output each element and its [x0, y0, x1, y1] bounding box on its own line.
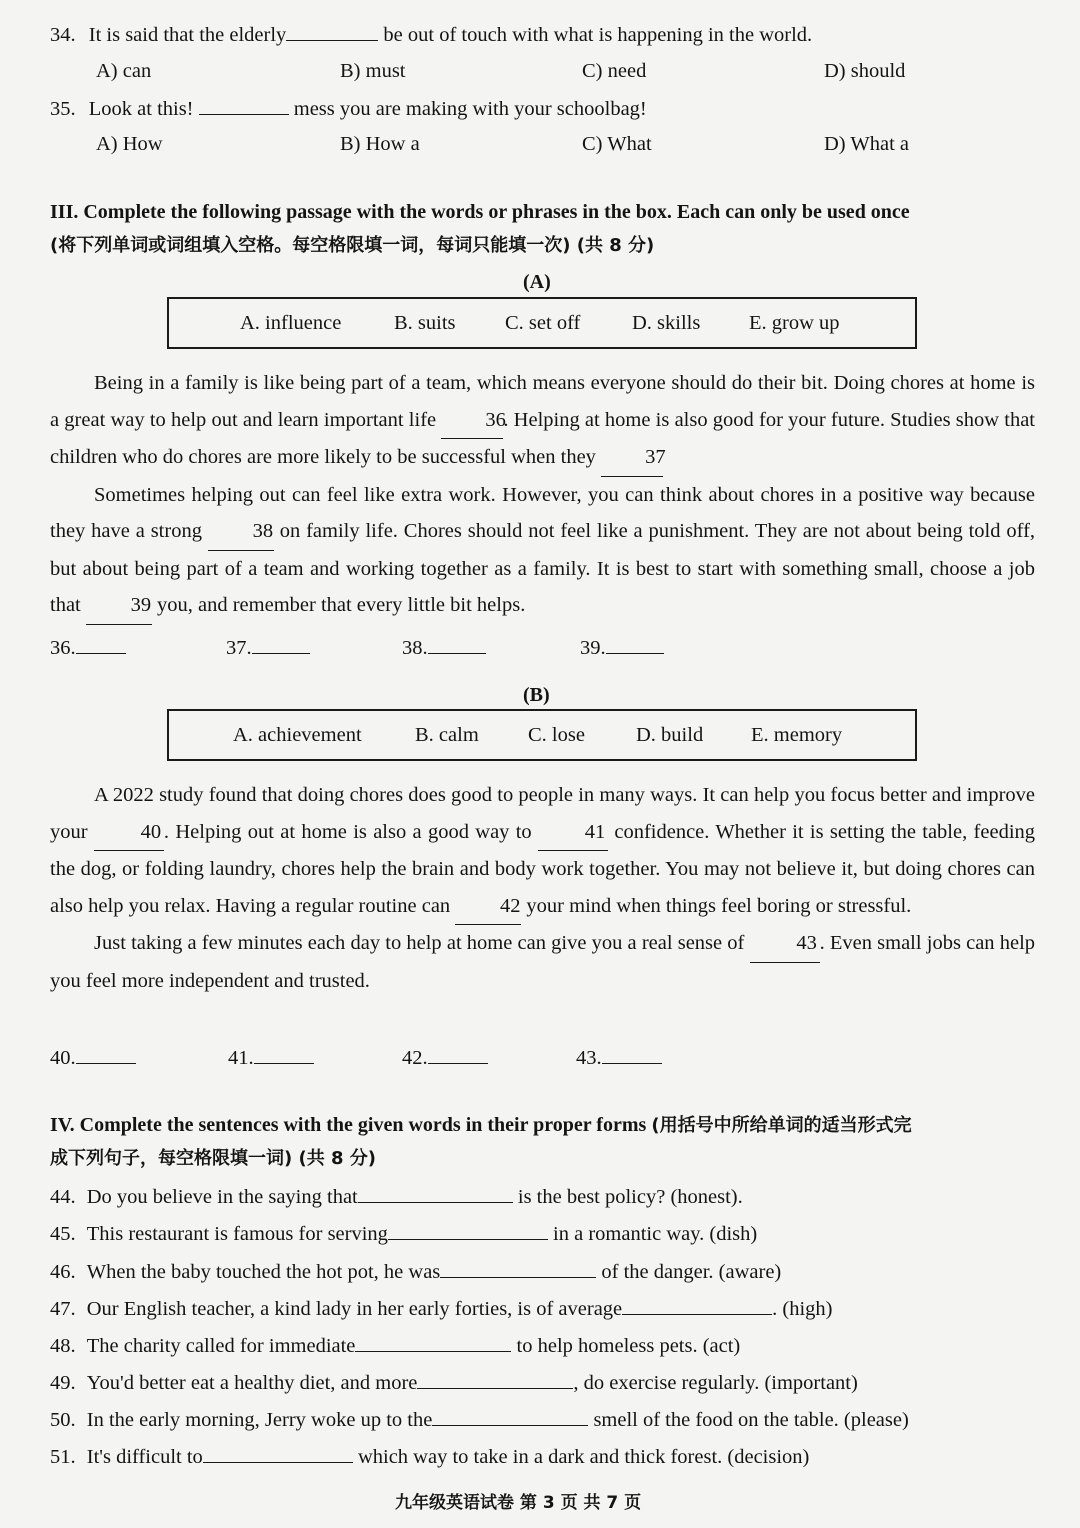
question-48: 48. The charity called for immediate to help homeless pets. (act)	[50, 1335, 741, 1357]
answer-36: 36.	[50, 635, 126, 661]
answer-blank[interactable]	[203, 1444, 353, 1463]
word-option: B. suits	[394, 312, 456, 334]
answer-41: 41.	[228, 1045, 314, 1071]
page-footer: 九年级英语试卷 第 3 页 共 7 页	[395, 1493, 642, 1513]
passage-a-paragraph-2: Sometimes helping out can feel like extra work. However, you can think about chores in a positive way because they have a strong 38 on family life. Chores should not feel like a punishment. They are not about being told off, but about being part of a team and working together as a family. It is best to start with something small, choose a job that 39 you, and remember that every little bit helps.	[50, 477, 1035, 625]
question-text-before: Look at this!	[88, 98, 194, 120]
question-text-after: be out of touch with what is happening in the world.	[383, 24, 813, 46]
word-option: D. skills	[632, 312, 701, 334]
question-51: 51. It's difficult to which way to take in a dark and thick forest. (decision)	[50, 1446, 810, 1468]
question-34	[50, 22, 812, 48]
word-box-b	[167, 709, 917, 761]
answer-blank[interactable]	[428, 1045, 488, 1064]
answer-37: 37.	[226, 635, 310, 661]
word-option: B. calm	[415, 724, 479, 746]
part-a-label: (A)	[523, 271, 551, 293]
part-b-label: (B)	[523, 684, 550, 706]
answer-42: 42.	[402, 1045, 488, 1071]
word-option: C. lose	[528, 724, 585, 746]
question-47: 47. Our English teacher, a kind lady in her early forties, is of average . (high)	[50, 1298, 833, 1320]
passage-a	[50, 365, 1035, 625]
blank-42[interactable]: 42	[455, 888, 521, 926]
option-d[interactable]: D) What a	[824, 133, 910, 155]
answer-blank[interactable]	[358, 1184, 513, 1203]
word-option: E. memory	[751, 724, 843, 746]
blank-39[interactable]: 39	[86, 587, 152, 625]
answer-blank[interactable]	[622, 1296, 772, 1315]
word-option: D. build	[636, 724, 704, 746]
question-50: 50. In the early morning, Jerry woke up to the smell of the food on the table. (please)	[50, 1409, 909, 1431]
word-option: A. influence	[240, 312, 342, 334]
blank-41[interactable]: 41	[538, 814, 608, 852]
section-3-title-cn: (将下列单词或词组填入空格。每空格限填一词，每词只能填一次) (共 8 分)	[50, 235, 655, 256]
option-c[interactable]: C) need	[582, 60, 647, 82]
section-3-title: III. Complete the following passage with the words or phrases in the box. Each can only be used once	[50, 201, 910, 223]
answer-blank[interactable]	[199, 96, 289, 115]
answer-blank[interactable]	[417, 1370, 573, 1389]
answer-43: 43.	[576, 1045, 662, 1071]
answer-blank[interactable]	[355, 1333, 511, 1352]
question-number: 34.	[50, 24, 76, 46]
option-d[interactable]: D) should	[824, 60, 906, 82]
section-4-title: IV. Complete the sentences with the given words in their proper forms (用括号中所给单词的适当形式完	[50, 1114, 912, 1136]
answer-blank[interactable]	[254, 1045, 314, 1064]
question-number: 35.	[50, 98, 76, 120]
word-box-a	[167, 297, 917, 349]
question-45: 45. This restaurant is famous for serving in a romantic way. (dish)	[50, 1223, 758, 1245]
passage-b	[50, 777, 1035, 999]
option-c[interactable]: C) What	[582, 133, 652, 155]
answer-blank[interactable]	[606, 635, 664, 654]
answer-blank[interactable]	[252, 635, 310, 654]
blank-43[interactable]: 43	[750, 925, 820, 963]
option-b[interactable]: B) must	[340, 60, 406, 82]
option-a[interactable]: A) can	[96, 60, 152, 82]
answer-blank[interactable]	[388, 1221, 548, 1240]
answer-blank[interactable]	[440, 1259, 596, 1278]
answer-blank[interactable]	[286, 22, 378, 41]
option-a[interactable]: A) How	[96, 133, 163, 155]
question-44: 44. Do you believe in the saying that is the best policy? (honest).	[50, 1186, 743, 1208]
passage-b-paragraph-2: Just taking a few minutes each day to help at home can give you a real sense of 43 . Even small jobs can help you feel more independent and trusted.	[50, 925, 1035, 999]
passage-b-paragraph-1: A 2022 study found that doing chores does good to people in many ways. It can help you focus better and improve your 40 . Helping out at home is also a good way to 41 confidence. Whether it is setting the table, feeding the dog, or folding laundry, chores help the brain and body work together. You may not believe it, but doing chores can also help you relax. Having a regular routine can 42 your mind when things feel boring or stressful.	[50, 777, 1035, 925]
blank-37[interactable]: 37	[601, 439, 663, 477]
option-b[interactable]: B) How a	[340, 133, 420, 155]
answer-blank[interactable]	[432, 1407, 588, 1426]
section-4-title-line2: 成下列句子，每空格限填一词) (共 8 分)	[50, 1148, 377, 1169]
answer-blank[interactable]	[602, 1045, 662, 1064]
word-option: E. grow up	[749, 312, 840, 334]
answer-40: 40.	[50, 1045, 136, 1071]
question-text-before: It is said that the elderly	[88, 24, 287, 46]
answer-blank[interactable]	[76, 635, 126, 654]
blank-40[interactable]: 40	[94, 814, 164, 852]
answer-38: 38.	[402, 635, 486, 661]
question-46: 46. When the baby touched the hot pot, he was of the danger. (aware)	[50, 1261, 782, 1283]
passage-a-paragraph-1: Being in a family is like being part of a team, which means everyone should do their bit. Doing chores at home is a great way to help out and learn important life 36. Helping at home is also good for your future. Studies show that children who do chores are more likely to be successful when they 37	[50, 365, 1035, 477]
question-35	[50, 96, 647, 122]
word-option: A. achievement	[233, 724, 362, 746]
answer-blank[interactable]	[76, 1045, 136, 1064]
word-option: C. set off	[505, 312, 581, 334]
answer-blank[interactable]	[428, 635, 486, 654]
question-text-after: mess you are making with your schoolbag!	[293, 98, 647, 120]
answer-39: 39.	[580, 635, 664, 661]
blank-36[interactable]: 36	[441, 402, 503, 440]
question-49: 49. You'd better eat a healthy diet, and more , do exercise regularly. (important)	[50, 1372, 858, 1394]
blank-38[interactable]: 38	[208, 513, 274, 551]
